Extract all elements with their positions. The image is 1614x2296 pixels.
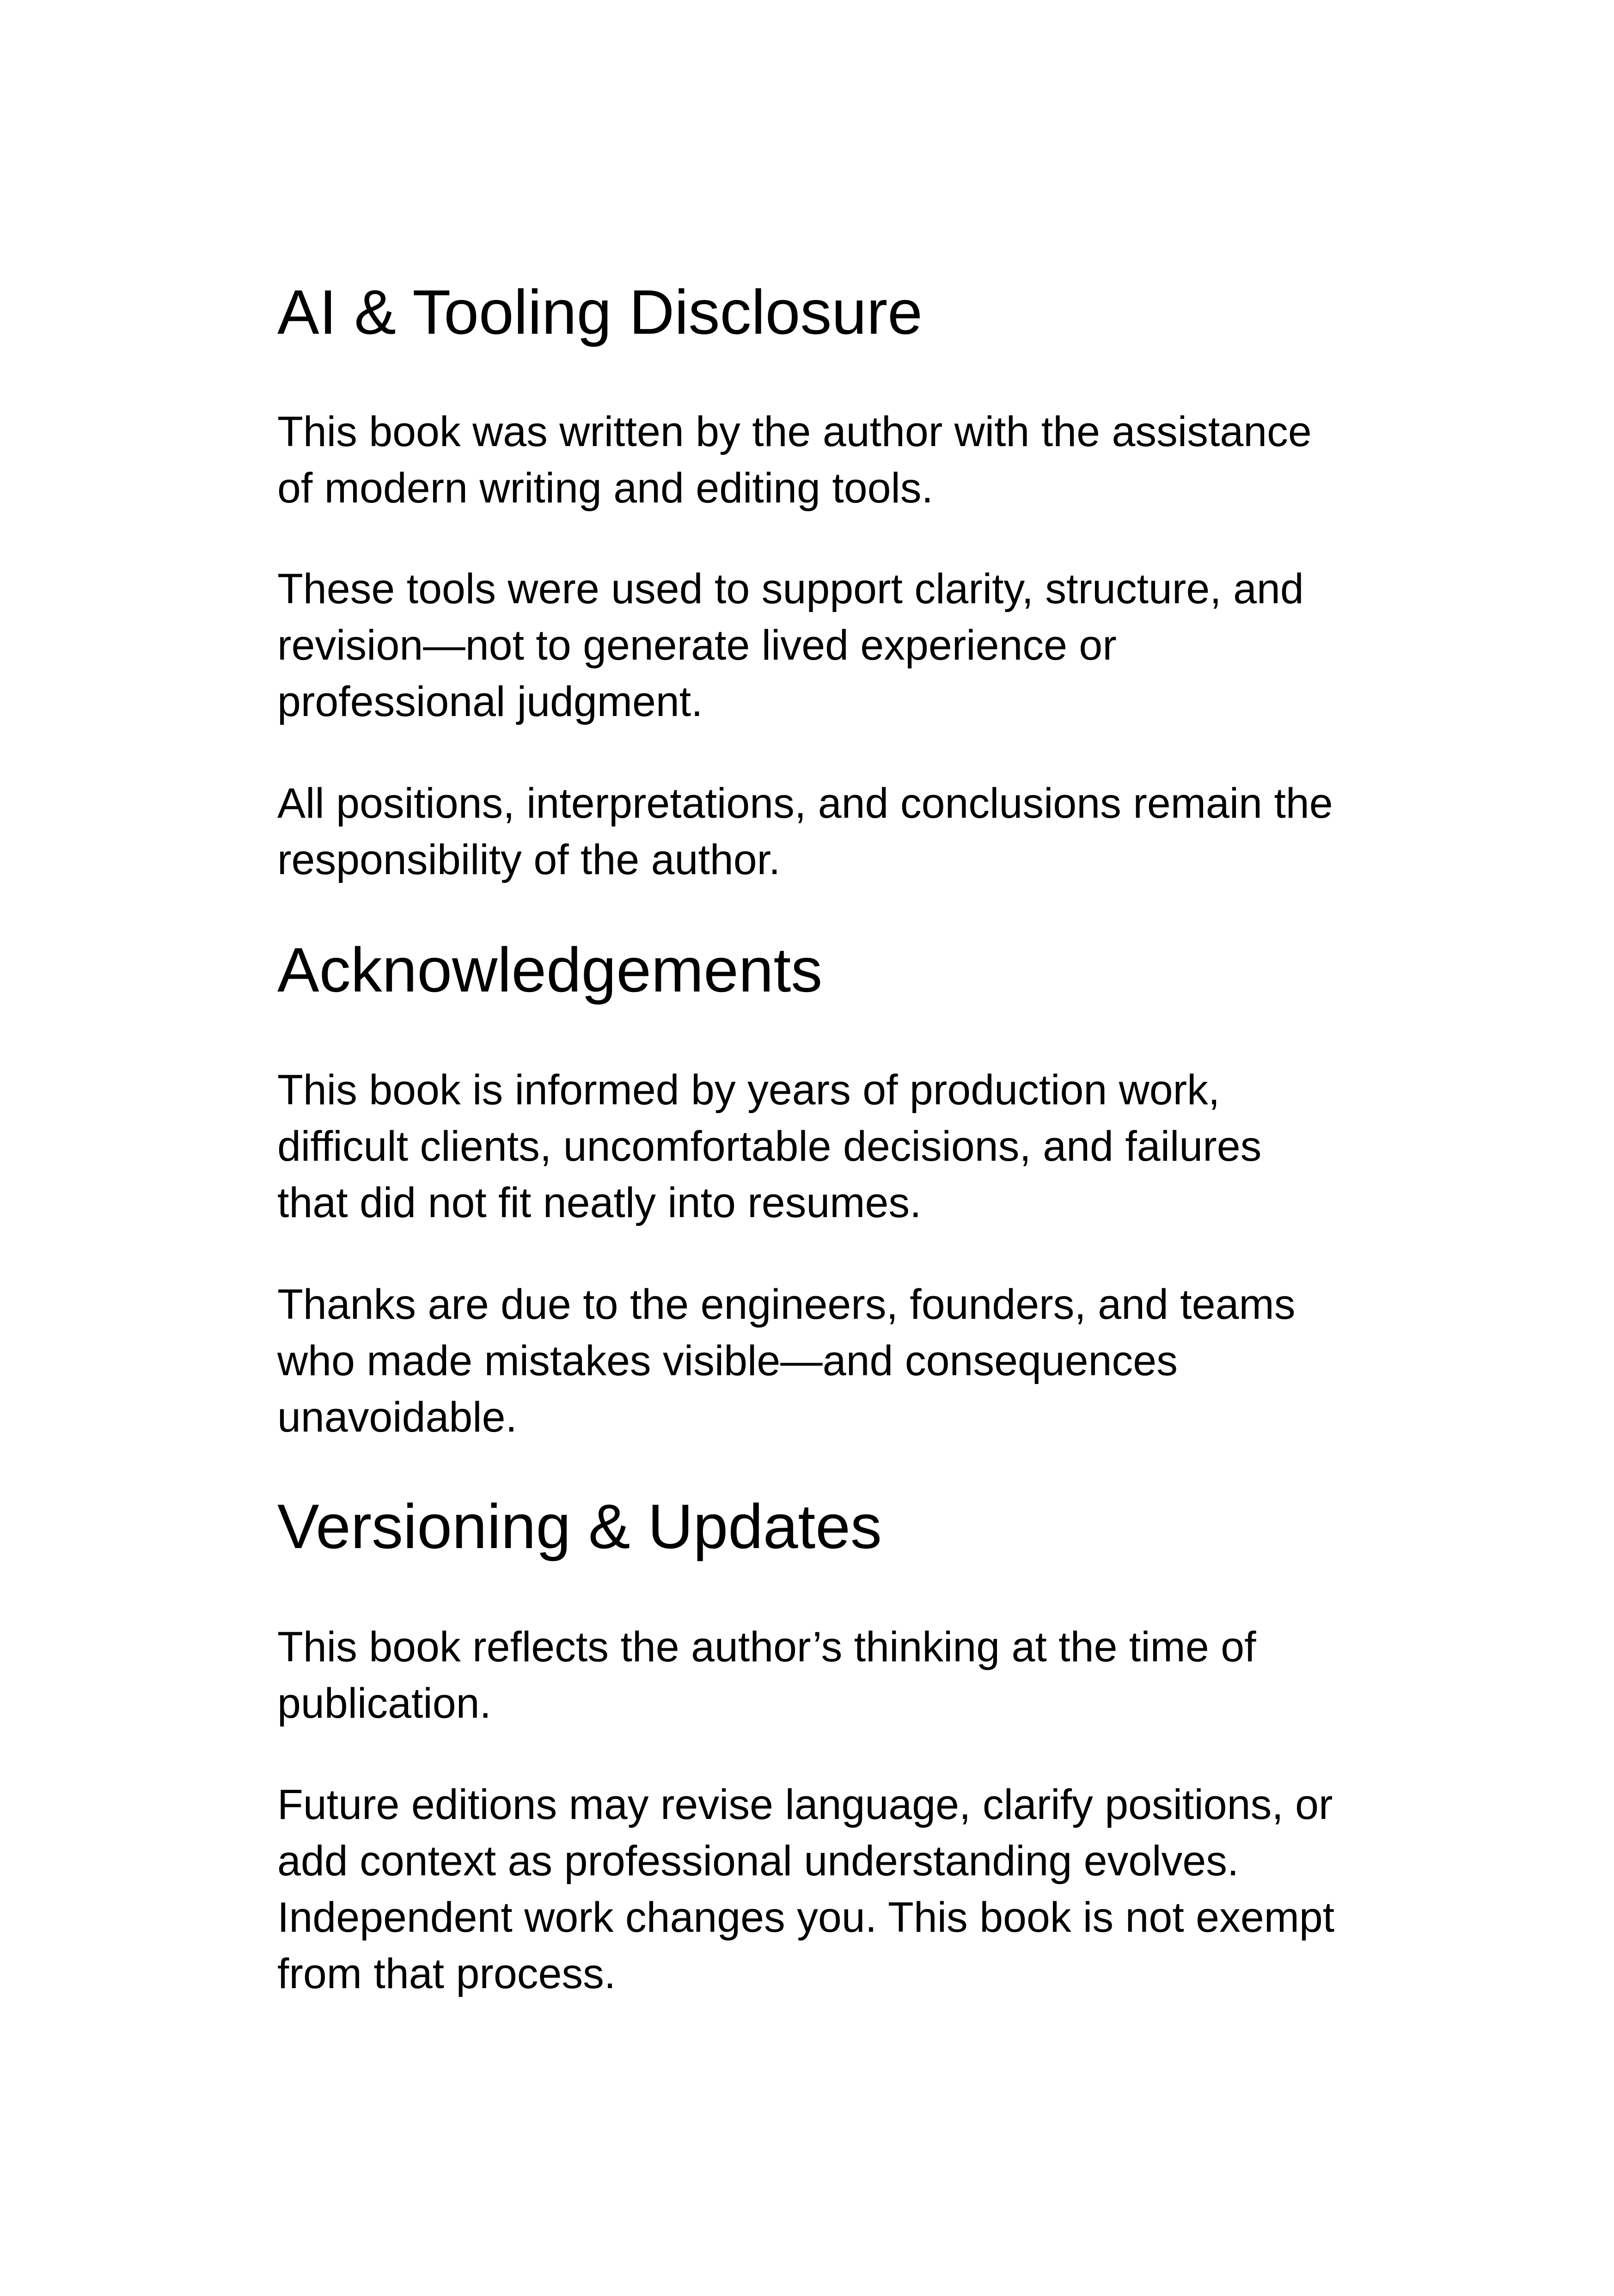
paragraph-line: professional judgment. <box>277 678 703 725</box>
section-heading: Versioning & Updates <box>277 1491 882 1561</box>
paragraph <box>277 1276 1295 1445</box>
paragraph-line: Independent work changes you. This book is not exempt <box>277 1894 1335 1941</box>
paragraph-line: This book was written by the author with the assistance <box>277 408 1312 455</box>
paragraph-line: from that process. <box>277 1950 616 1997</box>
section-heading: Acknowledgements <box>277 935 823 1005</box>
paragraph-line: This book reflects the author’s thinking at the time of <box>277 1623 1256 1671</box>
paragraph <box>277 1062 1261 1231</box>
paragraph <box>277 1776 1334 2002</box>
paragraph <box>277 775 1333 888</box>
section-heading: AI & Tooling Disclosure <box>277 277 923 347</box>
paragraph-line: add context as professional understanding evolves. <box>277 1837 1239 1885</box>
paragraph <box>277 1619 1256 1732</box>
paragraph-line: All positions, interpretations, and conclusions remain the <box>277 780 1333 827</box>
paragraph <box>277 561 1304 730</box>
paragraph-line: publication. <box>277 1680 491 1727</box>
paragraph-line: Thanks are due to the engineers, founders, and teams <box>277 1281 1296 1328</box>
paragraph-line: These tools were used to support clarity, structure, and <box>277 565 1304 612</box>
paragraph-line: who made mistakes visible—and consequences <box>277 1337 1178 1384</box>
paragraph-line: Future editions may revise language, clarify positions, or <box>277 1781 1333 1828</box>
paragraph-line: revision—not to generate lived experience or <box>277 622 1117 669</box>
paragraph-line: that did not fit neatly into resumes. <box>277 1179 922 1226</box>
paragraph-line: difficult clients, uncomfortable decisions, and failures <box>277 1123 1262 1170</box>
paragraph <box>277 404 1312 516</box>
paragraph-line: of modern writing and editing tools. <box>277 465 934 512</box>
paragraph-line: unavoidable. <box>277 1394 517 1441</box>
paragraph-line: responsibility of the author. <box>277 836 781 883</box>
paragraph-line: This book is informed by years of production work, <box>277 1066 1220 1114</box>
